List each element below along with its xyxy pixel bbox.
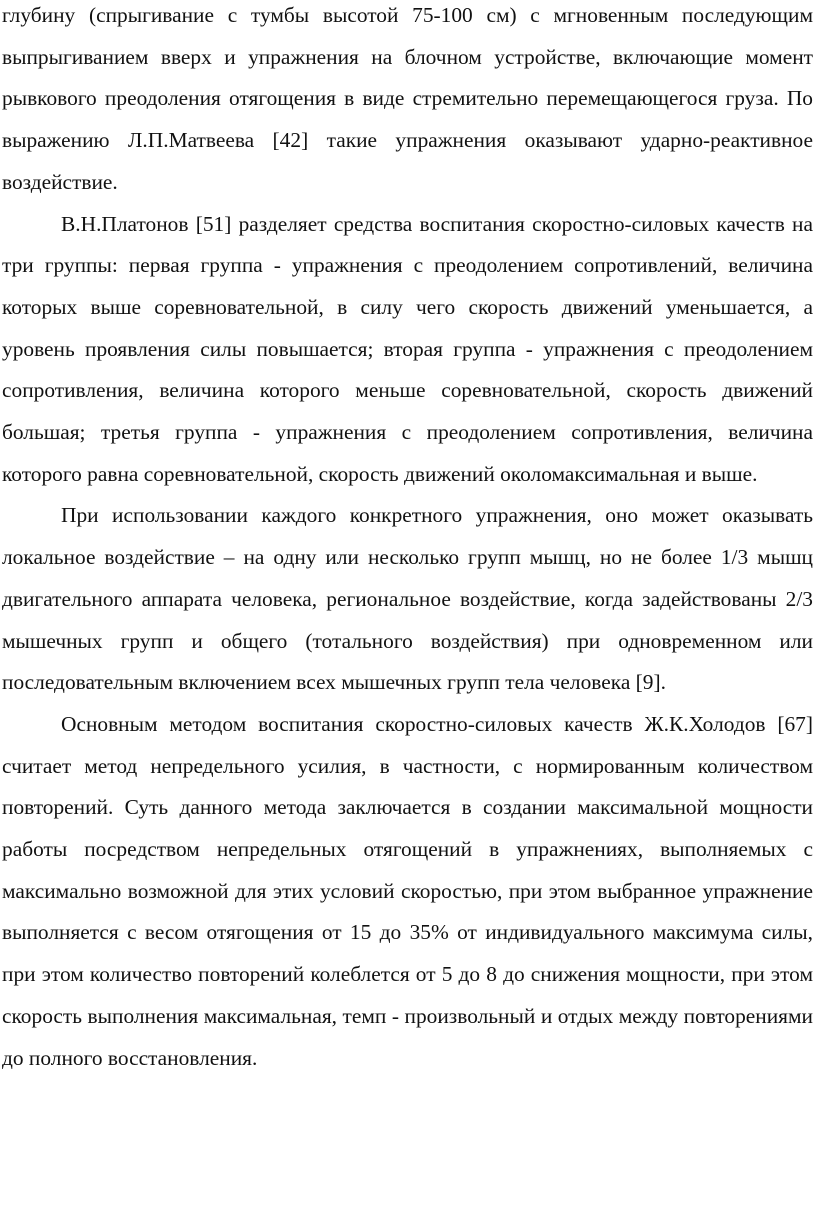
paragraph-local-impact: При использовании каждого конкретного упражнения, оно может оказывать локальное воздействие – на одну или несколько групп мышц, но не более 1/3 мышц двигательного аппарата человека, региональное воздействие, когда задействованы 2/3 мышечных групп и общего (тотального воздействия) при одновременном или последовательным включением всех мышечных групп тела человека [9]. (2, 503, 813, 695)
paragraph-platonov: В.Н.Платонов [51] разделяет средства воспитания скоростно-силовых качеств на три группы: первая группа - упражнения с преодолением сопротивлений, величина которых выше соревновательной, в силу чего скорость движений уменьшается, а уровень проявления силы повышается; вторая группа - упражнения с преодолением сопротивления, величина которого меньше соревновательной, скорость движений большая; третья группа - упражнения с преодолением сопротивления, величина которого равна соревновательной, скорость движений околомаксимальная и выше. (2, 211, 813, 486)
paragraph-kholodov-method: Основным методом воспитания скоростно-силовых качеств Ж.К.Холодов [67] считает метод непредельного усилия, в частности, с нормированным количеством повторений. Суть данного метода заключается в создании максимальной мощности работы посредством непредельных отягощений в упражнениях, выполняемых с максимально возможной для этих условий скоростью, при этом выбранное упражнение выполняется с весом отягощения от 15 до 35% от индивидуального максимума силы, при этом количество повторений колеблется от 5 до 8 до снижения мощности, при этом скорость выполнения максимальная, темп - произвольный и отдых между повторениями до полного восстановления. (2, 711, 813, 1070)
paragraph-continuation: глубину (спрыгивание с тумбы высотой 75-100 см) с мгновенным последующим выпрыгиванием вверх и упражнения на блочном устройстве, включающие момент рывкового преодоления отягощения в виде стремительно перемещающегося груза. По выражению Л.П.Матвеева [42] такие упражнения оказывают ударно-реактивное воздействие. (2, 3, 813, 194)
